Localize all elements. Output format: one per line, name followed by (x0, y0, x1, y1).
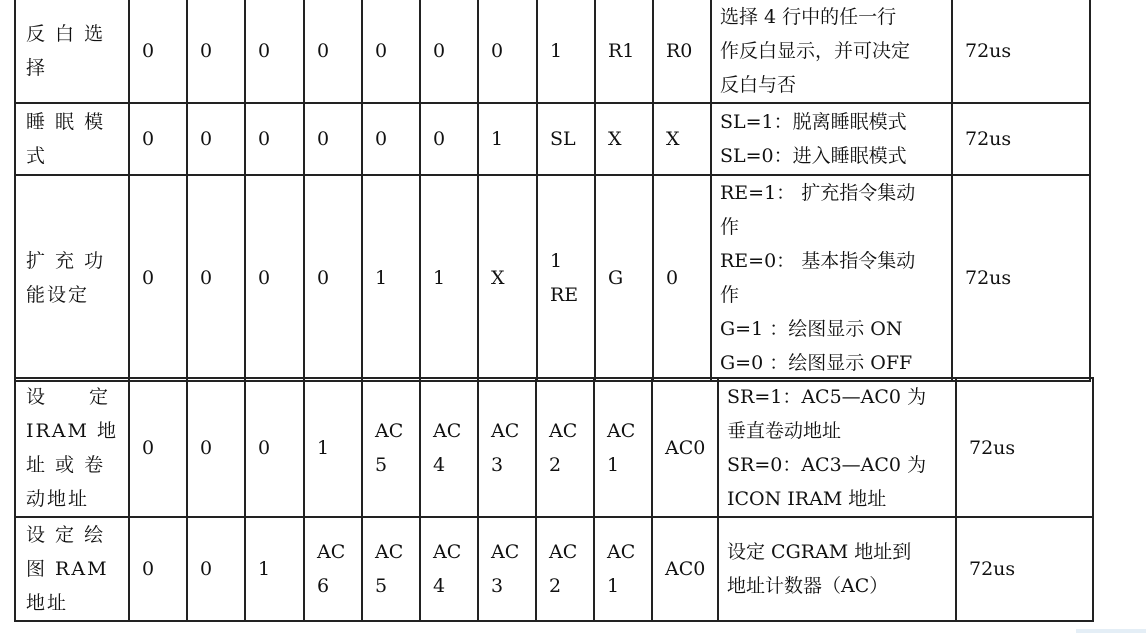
bit-cell: 0 (187, 378, 245, 517)
bit-cell: AC 2 (536, 517, 594, 621)
bit-cell: 1 (478, 103, 537, 175)
description-line: 垂直卷动地址 (727, 419, 842, 442)
bit-cell: AC 4 (420, 378, 478, 517)
bit-cell: 0 (420, 0, 478, 103)
instruction-name-line: 择 (26, 57, 48, 79)
instruction-name-line: 能设定 (26, 284, 90, 306)
instruction-name-line: 地址 (26, 592, 69, 614)
bit-cell: 0 (478, 0, 537, 103)
instruction-name-line: 式 (26, 145, 48, 167)
bit-cell: 1 (245, 517, 304, 621)
bit-cell: 0 (653, 175, 711, 381)
description-line: 选择 4 行中的任一行 (720, 6, 897, 28)
description-line: 地址计数器（AC） (727, 575, 889, 597)
description-line: 设定 CGRAM 地址到 (727, 541, 912, 563)
description-line: 反白与否 (720, 74, 797, 96)
bit-cell: 0 (187, 175, 245, 381)
bit-cell: 1 (420, 175, 478, 381)
instruction-name-line: 图 RAM (26, 558, 109, 580)
description-line: RE=1： 扩充指令集动 (720, 182, 916, 204)
bit-cell: 0 (420, 103, 478, 175)
description-line: SR=1：AC5—AC0 为 (727, 385, 927, 408)
description-line: 作 (720, 216, 740, 238)
execution-time-cell: 72us (952, 0, 1090, 103)
bit-cell: AC 1 (594, 517, 652, 621)
instruction-table-upper (14, 0, 1091, 382)
description-line: ICON IRAM 地址 (727, 487, 887, 510)
description-line: 作反白显示，并可决定 (720, 40, 911, 62)
instruction-row (15, 175, 1090, 381)
bit-cell: AC 6 (304, 517, 362, 621)
instruction-row (15, 0, 1090, 103)
bit-cell: 0 (129, 378, 187, 517)
instruction-name-line: 动地址 (26, 487, 90, 510)
bit-cell: AC0 (652, 517, 718, 621)
instruction-name-line: 址 或 卷 (26, 453, 106, 476)
bit-cell: AC 3 (478, 378, 536, 517)
description-cell (711, 0, 952, 103)
description-cell (711, 103, 952, 175)
description-line: 作 (720, 284, 740, 306)
bit-cell: 0 (245, 378, 304, 517)
bit-cell: 0 (362, 0, 420, 103)
bit-cell: AC0 (652, 378, 718, 517)
bit-cell: SL (537, 103, 595, 175)
execution-time-cell: 72us (952, 175, 1090, 381)
instruction-row (15, 378, 1093, 517)
bit-cell: AC 5 (362, 378, 420, 517)
description-cell (711, 175, 952, 381)
bit-cell: 1 (304, 378, 362, 517)
instruction-name-line: 睡 眠 模 (26, 111, 106, 133)
bit-cell: 0 (304, 0, 362, 103)
instruction-name-cell (15, 517, 129, 621)
bit-cell: R1 (595, 0, 653, 103)
description-line: G=1 ：绘图显示 ON (720, 318, 903, 340)
bit-cell: 0 (129, 0, 187, 103)
description-cell (718, 378, 956, 517)
bit-cell: 0 (129, 103, 187, 175)
description-line: SR=0：AC3—AC0 为 (727, 453, 927, 476)
instruction-name-line: 扩 充 功 (26, 250, 106, 272)
instruction-name-line: 设 定 (26, 385, 111, 408)
execution-time-cell: 72us (956, 378, 1093, 517)
instruction-name-line: 设 定 绘 (26, 524, 106, 546)
instruction-row (15, 103, 1090, 175)
bit-cell: 1 (362, 175, 420, 381)
instruction-name-line: IRAM 地 (26, 419, 119, 442)
description-line: RE=0： 基本指令集动 (720, 250, 916, 272)
bit-cell: 0 (129, 517, 187, 621)
bit-cell: AC 1 (594, 378, 652, 517)
description-line: G=0 ：绘图显示 OFF (720, 352, 913, 374)
bit-cell: X (478, 175, 537, 381)
bit-cell: 0 (129, 175, 187, 381)
instruction-name-cell (15, 175, 129, 381)
bit-cell: 0 (187, 517, 245, 621)
bit-cell: 0 (187, 103, 245, 175)
bit-cell: 0 (187, 0, 245, 103)
bit-cell: 0 (245, 103, 304, 175)
bit-cell: 0 (304, 175, 362, 381)
instruction-table-lower (14, 377, 1094, 622)
page-edge-mark (1076, 629, 1146, 633)
instruction-name-cell (15, 378, 129, 517)
description-line: SL=0：进入睡眠模式 (720, 145, 907, 167)
instruction-name-cell (15, 103, 129, 175)
bit-cell: G (595, 175, 653, 381)
bit-cell: X (653, 103, 711, 175)
bit-cell: 1 (537, 0, 595, 103)
description-line: SL=1：脱离睡眠模式 (720, 111, 907, 133)
bit-cell: AC 2 (536, 378, 594, 517)
bit-cell: 1 RE (537, 175, 595, 381)
instruction-row (15, 517, 1093, 621)
bit-cell: AC 5 (362, 517, 420, 621)
execution-time-cell: 72us (952, 103, 1090, 175)
bit-cell: 0 (245, 0, 304, 103)
bit-cell: X (595, 103, 653, 175)
bit-cell: AC 4 (420, 517, 478, 621)
bit-cell: 0 (245, 175, 304, 381)
bit-cell: AC 3 (478, 517, 536, 621)
bit-cell: 0 (304, 103, 362, 175)
bit-cell: R0 (653, 0, 711, 103)
bit-cell: 0 (362, 103, 420, 175)
instruction-name-line: 反 白 选 (26, 23, 106, 45)
execution-time-cell: 72us (956, 517, 1093, 621)
description-cell (718, 517, 956, 621)
instruction-name-cell (15, 0, 129, 103)
